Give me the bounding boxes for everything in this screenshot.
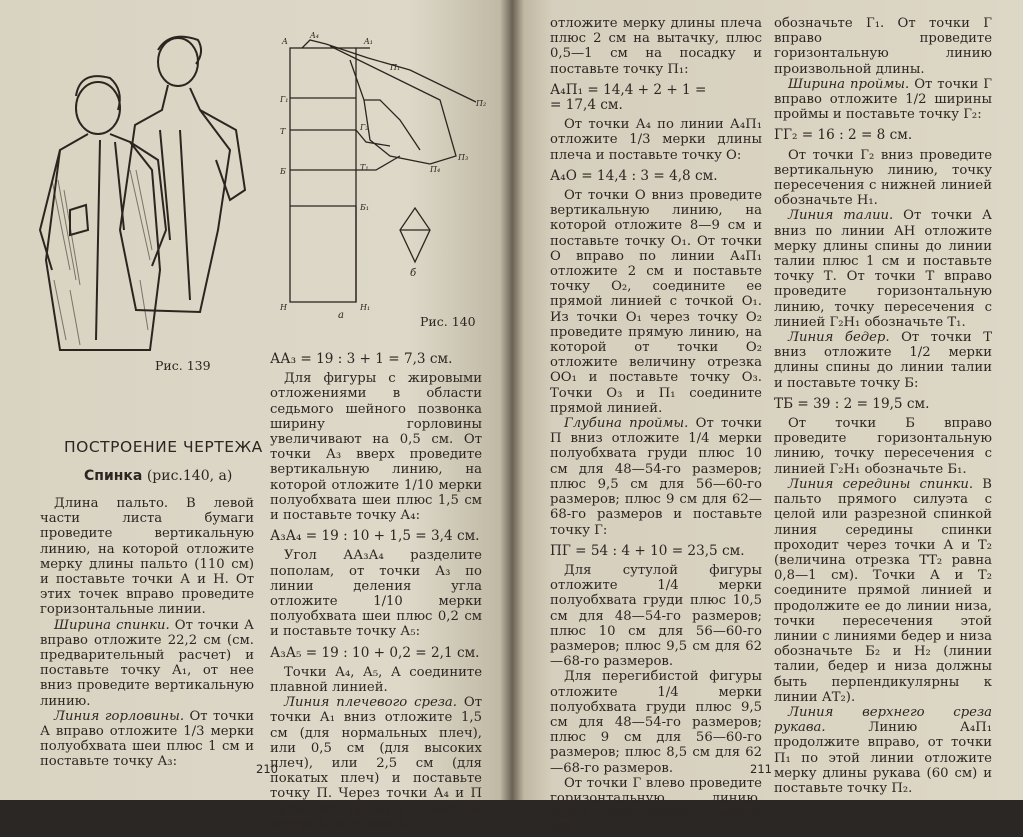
run-in-heading: Линия бедер. xyxy=(788,330,890,346)
run-in-heading: Линия горловины. xyxy=(54,708,185,724)
figure-140-b-label: б xyxy=(410,268,417,279)
paragraph: От точки Г₂ вниз проведите вертикальную линию, точку пересечения с нижней линией обозначьте Н₁. xyxy=(774,147,992,209)
svg-text:Н: Н xyxy=(280,303,287,312)
right-page xyxy=(512,0,1023,837)
paragraph: Линия плечевого среза. От точки А₁ вниз отложите 1,5 см (для нормальных плеч), или 0,5 см (для высоких плеч), или 2,5 см (для покатых плеч) и поставьте точку П. Через точки А₄ и П проведите прямую линию, на которой от точки А₄ xyxy=(270,695,482,832)
paragraph: От точки А₄ по линии А₄П₁ отложите 1/3 мерки длины плеча и поставьте точку О: xyxy=(550,117,762,163)
subheading-ref: (рис.140, а) xyxy=(142,468,233,484)
paragraph: Угол АА₃А₄ разделите пополам, от точки А₃ по линии деления угла отложите 1/10 мерки полуобхвата шеи плюс 0,2 см и поставьте точку А₅: xyxy=(270,548,482,640)
paragraph: Ширина проймы. От точки Г вправо отложите 1/2 ширины проймы и поставьте точку Г₂: xyxy=(774,76,993,123)
figure-140-caption: Рис. 140 xyxy=(420,314,476,329)
run-in-heading: Линия плечевого среза. xyxy=(284,695,457,711)
paragraph: От точки Б вправо проведите горизонтальную линию, точку пересечения с линией Г₂Н₁ обозначьте Б₁. xyxy=(774,416,992,477)
left-page-column-2 xyxy=(270,346,482,832)
paragraph: Глубина проймы. От точки П вниз отложите 1/4 мерки полуобхвата груди плюс 10 см для 48—54-го размеров; плюс 9,5 см для 56—60-го размеров; плюс 9 см для 62—68-го размеров и поставьте точку Г: xyxy=(550,416,762,538)
formula: АА₃ = 19 : 3 + 1 = 7,3 см. xyxy=(270,351,453,367)
page-number: 210 xyxy=(256,762,278,776)
formula: А₃А₅ = 19 : 10 + 0,2 = 2,1 см. xyxy=(270,644,480,661)
svg-text:Г₂: Г₂ xyxy=(360,123,369,132)
run-in-heading: Ширина проймы. xyxy=(788,76,910,92)
paragraph: Линия середины спинки. В пальто прямого силуэта с целой или разрезной спинкой линия середины спинки проходит через точки А и Т₂ (величина отрезка ТТ₂ равна 0,8—1 см). Точки А и Т₂ соедините прямой линией и продолжите ее до линии низа, точки пересечения этой линии с линиями бедер и низа обозначьте Б₂ и Н₂ (линии талии, бедер и низа должны быть перпендикулярны к линии АТ₂). xyxy=(774,476,992,705)
svg-text:Б: Б xyxy=(280,167,286,176)
pattern-draft-diagram xyxy=(280,30,490,320)
book-gutter xyxy=(500,0,524,800)
svg-text:A₄: A₄ xyxy=(310,31,319,40)
right-page-column-1 xyxy=(550,16,762,837)
paragraph: Линия верхнего среза рукава. Линию А₄П₁ продолжите вправо, от точки П₁ по этой линии отложите мерку длины рукава (60 см) и поставьте точку П₂. xyxy=(774,704,992,796)
paragraph: Для сутулой фигуры отложите 1/4 мерки полуобхвата груди плюс 10,5 см для 48—54-го размеров; плюс 10 см для 56—60-го размеров; плюс 9,5 см для 62—68-го размеров. xyxy=(550,562,762,670)
run-in-heading: Линия талии. xyxy=(788,208,894,224)
svg-text:П₃: П₃ xyxy=(458,153,469,162)
subheading xyxy=(84,468,232,484)
right-page-column-2 xyxy=(774,16,992,796)
subheading-bold: Спинка xyxy=(84,468,143,484)
svg-text:П₄: П₄ xyxy=(430,165,441,174)
paragraph: Длина пальто. В левой части листа бумаги проведите вертикальную линию, на которой отложите мерку длины пальто (110 см) и поставьте точки А и Н. От этих точек вправо проведите горизонтальные линии. xyxy=(40,496,254,618)
formula: = 17,4 см. xyxy=(550,97,623,114)
run-in-heading: Линия середины спинки. xyxy=(788,476,974,492)
section-heading: ПОСТРОЕНИЕ ЧЕРТЕЖА xyxy=(64,438,263,456)
paragraph: Точки А₄, А₅, А соедините плавной линией. xyxy=(270,664,482,696)
svg-text:П₂: П₂ xyxy=(476,99,487,108)
formula: ГГ₂ = 16 : 2 = 8 см. xyxy=(774,127,913,144)
formula: А₃А₄ = 19 : 10 + 1,5 = 3,4 см. xyxy=(270,528,480,545)
formula: А₄О = 14,4 : 3 = 4,8 см. xyxy=(550,167,718,184)
svg-text:Н₁: Н₁ xyxy=(360,303,371,312)
paragraph: Линия горловины. От точки А вправо отложите 1/3 мерки полуобхвата шеи плюс 1 см и поставьте точку А₃: xyxy=(40,708,254,770)
paragraph: От точки Г влево проведите горизонтальную линию, точку пересечения с линией АН xyxy=(550,775,762,837)
run-in-heading: Линия верхнего среза рукава. xyxy=(774,704,992,736)
svg-text:A₁: A₁ xyxy=(364,37,373,46)
svg-text:П₁: П₁ xyxy=(390,63,401,72)
paragraph: Линия талии. От точки А вниз по линии АН отложите мерку длины спины до линии талии плюс 1 см и поставьте точку Т. От точки Т вправо проведите горизонтальную линию, точку пересечения с линией Г₂Н₁ обозначьте Т₁. xyxy=(774,208,993,330)
paragraph: Линия бедер. От точки Т вниз отложите 1/2 мерки длины спины до линии талии и поставьте точку Б: xyxy=(774,330,992,391)
svg-text:T: T xyxy=(280,127,286,136)
page-number: 211 xyxy=(750,762,772,776)
paragraph: отложите мерку длины плеча плюс 2 см на вытачку, плюс 0,5—1 см на посадку и поставьте точку П₁: xyxy=(550,16,762,77)
left-page xyxy=(0,0,512,832)
paragraph: Для фигуры с жировыми отложениями в области седьмого шейного позвонка ширину горловины увеличивают на 0,5 см. От точки А₃ вверх проведите вертикальную линию, на которой отложите 1/10 мерки полуобхвата шеи плюс 1,5 см и поставьте точку А₄: xyxy=(270,371,482,524)
figure-139-caption: Рис. 139 xyxy=(155,358,211,373)
figure-140-a-label: а xyxy=(338,310,344,321)
paragraph: обозначьте Г₁. От точки Г вправо проведите горизонтальную линию произвольной длины. xyxy=(774,16,992,77)
run-in-heading: Ширина спинки. xyxy=(54,617,170,633)
svg-text:Б₁: Б₁ xyxy=(360,203,370,212)
paragraph: От точки О вниз проведите вертикальную линию, на которой отложите 8—9 см и поставьте точку О₁. От точки О вправо по линии А₄П₁ отложите 2 см и поставьте точку О₂, соедините ее прямой линией с точкой О₁. Из точки О₁ через точку О₂ проведите прямую линию, на которой от точки О₂ отложите величину отрезка ОО₁ и поставьте точку О₃. Точки О₃ и П₁ соедините прямой линией. xyxy=(550,188,762,416)
formula: ПГ = 54 : 4 + 10 = 23,5 см. xyxy=(550,542,745,559)
fashion-illustration xyxy=(40,30,250,360)
formula: ТБ = 39 : 2 = 19,5 см. xyxy=(774,395,930,412)
svg-text:Т₁: Т₁ xyxy=(360,163,369,172)
paragraph: Ширина спинки. От точки А вправо отложите 22,2 см (см. предварительный расчет) и поставьте точку А₁, от нее вниз проведите вертикальную линию. xyxy=(40,617,254,709)
run-in-heading: Глубина проймы. xyxy=(564,416,689,432)
paragraph: Для перегибистой фигуры отложите 1/4 мерки полуобхвата груди плюс 9,5 см для 48—54-го размеров; плюс 9 см для 56—60-го размеров; плюс 8,5 см для 62—68-го размеров. xyxy=(550,669,762,776)
svg-text:Г₁: Г₁ xyxy=(280,95,289,104)
left-page-column-1 xyxy=(40,496,254,770)
formula: А₄П₁ = 14,4 + 2 + 1 = xyxy=(550,81,707,98)
svg-text:A: A xyxy=(282,37,288,46)
